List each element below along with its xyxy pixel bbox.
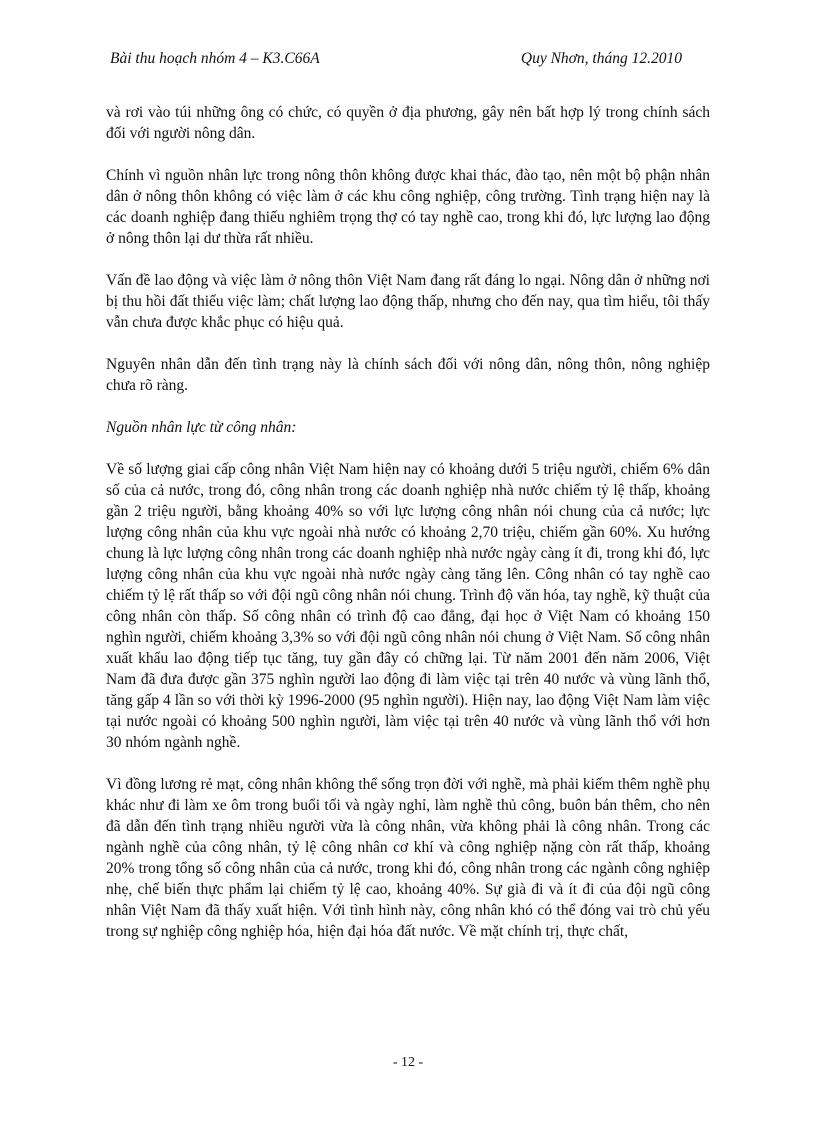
section-heading: Nguồn nhân lực từ công nhân:	[106, 419, 297, 436]
page-number: - 12 -	[392, 1055, 424, 1070]
paragraph: Chính vì nguồn nhân lực trong nông thôn không được khai thác, đào tạo, nên một bộ phận nhân dân ở nông thôn không có việc làm ở các khu công nghiệp, công trường. Tình trạng hiện nay là các doanh nghiệp đang thiếu nghiêm trọng thợ có tay nghề cao, trong khi đó, lực lượng lao động ở nông thôn lại dư thừa rất nhiều.	[106, 167, 710, 247]
document-body	[106, 102, 710, 963]
paragraph: Về số lượng giai cấp công nhân Việt Nam hiện nay có khoảng dưới 5 triệu người, chiếm 6% dân số của cả nước, trong đó, công nhân trong các doanh nghiệp nhà nước chiếm tỷ lệ thấp, khoảng gần 2 triệu người, bằng khoảng 40% so với lực lượng công nhân nói chung của cả nước; lực lượng công nhân của khu vực ngoài nhà nước có khoảng 2,70 triệu, chiếm gần 60%. Xu hướng chung là lực lượng công nhân trong các doanh nghiệp nhà nước ngày càng ít đi, trong khi đó, lực lượng công nhân của khu vực ngoài nhà nước ngày càng tăng lên. Công nhân có tay nghề cao chiếm tỷ lệ rất thấp so với đội ngũ công nhân nói chung. Trình độ văn hóa, tay nghề, kỹ thuật của công nhân còn thấp. Số công nhân có trình độ cao đẳng, đại học ở Việt Nam có khoảng 150 nghìn người, chiếm khoảng 3,3% so với đội ngũ công nhân nói chung ở Việt Nam. Số công nhân xuất khẩu lao động tiếp tục tăng, tuy gần đây có chững lại. Từ năm 2001 đến năm 2006, Việt Nam đã đưa được gần 375 nghìn người lao động đi làm việc tại trên 40 nước và vùng lãnh thổ, tăng gấp 4 lần so với thời kỳ 1996-2000 (95 nghìn người). Hiện nay, lao động Việt Nam làm việc tại nước ngoài có khoảng 500 nghìn người, làm việc tại trên 40 nước và vùng lãnh thổ với hơn 30 nhóm ngành nghề.	[106, 461, 710, 751]
paragraph: Nguyên nhân dẫn đến tình trạng này là chính sách đối với nông dân, nông thôn, nông nghiệp chưa rõ ràng.	[106, 356, 710, 394]
paragraph: và rơi vào túi những ông có chức, có quyền ở địa phương, gây nên bất hợp lý trong chính sách đối với người nông dân.	[106, 104, 710, 142]
paragraph: Vấn đề lao động và việc làm ở nông thôn Việt Nam đang rất đáng lo ngại. Nông dân ở những nơi bị thu hồi đất thiếu việc làm; chất lượng lao động thấp, nhưng cho đến nay, qua tìm hiểu, tôi thấy vẫn chưa được khắc phục có hiệu quả.	[106, 272, 710, 331]
paragraph: Vì đồng lương rẻ mạt, công nhân không thể sống trọn đời với nghề, mà phải kiếm thêm nghề phụ khác như đi làm xe ôm trong buổi tối và ngày nghỉ, làm nghề thủ công, buôn bán thêm, cho nên đã dẫn đến tình trạng nhiều người vừa là công nhân, vừa không phải là công nhân. Trong các ngành nghề của công nhân, tỷ lệ công nhân cơ khí và công nghiệp nặng còn rất thấp, khoảng 20% trong tổng số công nhân của cả nước, trong khi đó, công nhân trong các ngành công nghiệp nhẹ, chế biến thực phẩm lại chiếm tỷ lệ cao, khoảng 40%. Sự già đi và ít đi của đội ngũ công nhân Việt Nam đã thấy xuất hiện. Với tình hình này, công nhân khó có thể đóng vai trò chủ yếu trong sự nghiệp công nghiệp hóa, hiện đại hóa đất nước. Về mặt chính trị, thực chất,	[106, 776, 710, 940]
page-header	[110, 50, 682, 72]
header-right-text: Quy Nhơn, tháng 12.2010	[520, 50, 682, 67]
header-left-text: Bài thu hoạch nhóm 4 – K3.C66A	[110, 50, 320, 67]
